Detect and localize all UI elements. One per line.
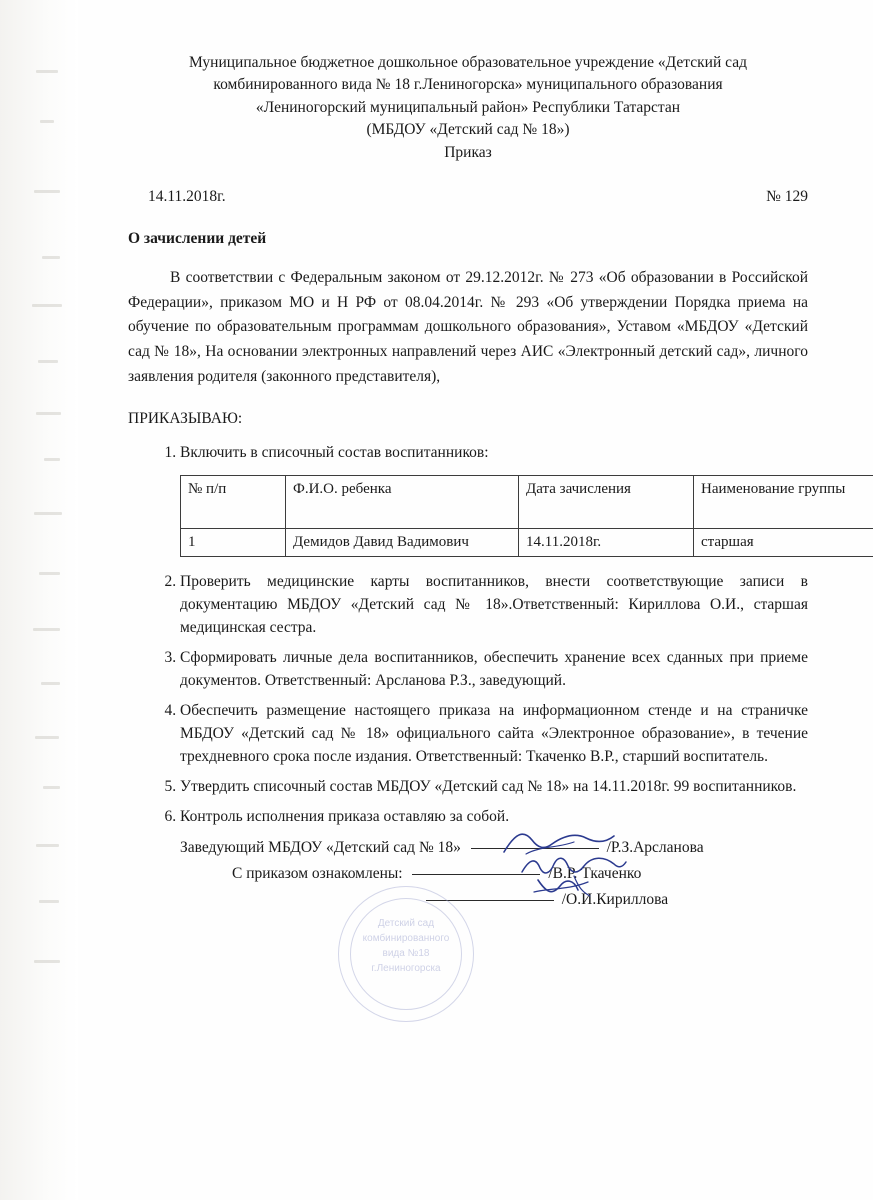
table-column-header-group: Наименование группы xyxy=(694,475,873,528)
table-cell-date: 14.11.2018г. xyxy=(519,528,694,557)
table-cell-name: Демидов Давид Вадимович xyxy=(286,528,519,557)
list-item: 3. Сформировать личные дела воспитанников, обеспечить хранение всех сданных при приеме документов. Ответственный: Арсланова Р.З., заведующий. xyxy=(180,647,808,693)
table-column-header-name: Ф.И.О. ребенка xyxy=(286,475,519,528)
stamp-line-1: Детский сад xyxy=(377,918,435,929)
official-stamp xyxy=(338,886,474,1022)
stamp-text xyxy=(338,916,474,976)
order-keyword: ПРИКАЗЫВАЮ: xyxy=(128,409,243,427)
signature-name: /В.Р. Ткаченко xyxy=(548,864,642,882)
list-item: 4. Обеспечить размещение настоящего приказа на информационном стенде и на страничке МБДОУ «Детский сад № 18» официального сайта «Электронное образование», в течение трехдневного срока после издания. Ответственный: Ткаченко В.Р., старший воспитатель. xyxy=(180,700,808,769)
table-cell-group: старшая xyxy=(694,528,873,557)
signature-rule xyxy=(412,862,540,875)
document-subject: О зачислении детей xyxy=(128,229,267,247)
org-line-1: Муниципальное бюджетное дошкольное образовательное учреждение «Детский сад xyxy=(189,54,747,71)
stamp-line-3: вида №18 xyxy=(382,948,430,959)
signature-line-acquainted xyxy=(180,862,808,888)
org-line-4: (МБДОУ «Детский сад № 18») xyxy=(366,121,570,139)
list-item xyxy=(180,442,846,557)
table-row xyxy=(181,528,873,557)
document-content xyxy=(128,52,846,914)
signature-name: /О.И.Кириллова xyxy=(561,890,669,908)
list-item-text: Включить в списочный состав воспитанников: xyxy=(180,443,489,461)
signature-rule xyxy=(471,836,599,849)
document-number: № 129 xyxy=(766,187,808,205)
list-item: 6. Контроль исполнения приказа оставляю за собой. xyxy=(180,806,808,829)
stamp-line-2: комбинированного xyxy=(362,933,450,944)
document-date: 14.11.2018г. xyxy=(148,187,226,205)
org-line-3: «Лениногорский муниципальный район» Республики Татарстан xyxy=(255,98,681,116)
date-number-row xyxy=(128,188,808,210)
table-cell-number: 1 xyxy=(181,528,286,557)
signature-line-head xyxy=(180,836,808,862)
signature-block xyxy=(180,836,808,914)
table-column-header-number: № п/п xyxy=(181,475,286,528)
document-type: Приказ xyxy=(444,143,492,161)
signature-line-third xyxy=(180,888,808,914)
org-line-2: комбинированного вида № 18 г.Лениногорска» муниципального образования xyxy=(213,76,723,94)
order-items-list xyxy=(128,442,846,829)
enrollment-table xyxy=(180,475,873,558)
list-item: 5. Утвердить списочный состав МБДОУ «Детский сад № 18» на 14.11.2018г. 99 воспитанников. xyxy=(180,776,808,799)
list-item: 2. Проверить медицинские карты воспитанников, внести соответствующие записи в документацию МБДОУ «Детский сад № 18».Ответственный: Кириллова О.И., старшая медицинская сестра. xyxy=(180,571,808,640)
table-header-row xyxy=(181,475,873,528)
organization-header xyxy=(128,52,808,142)
signature-label: С приказом ознакомлены: xyxy=(232,864,403,882)
scan-noise-marks xyxy=(30,60,74,1040)
signature-name: /Р.З.Арсланова xyxy=(606,838,704,856)
table-column-header-date: Дата зачисления xyxy=(519,475,694,528)
preamble-paragraph: В соответствии с Федеральным законом от 29.12.2012г. № 273 «Об образовании в Российской Федерации», приказом МО и Н РФ от 08.04.2014г. № 293 «Об утверждении Порядка приема на обучение по образовательным программам дошкольного образования», Уставом «МБДОУ «Детский сад № 18», На основании электронных направлений через АИС «Электронный детский сад», личного заявления родителя (законного представителя), xyxy=(128,268,808,386)
signature-label: Заведующий МБДОУ «Детский сад № 18» xyxy=(180,838,461,856)
stamp-line-4: г.Лениногорска xyxy=(371,963,441,974)
